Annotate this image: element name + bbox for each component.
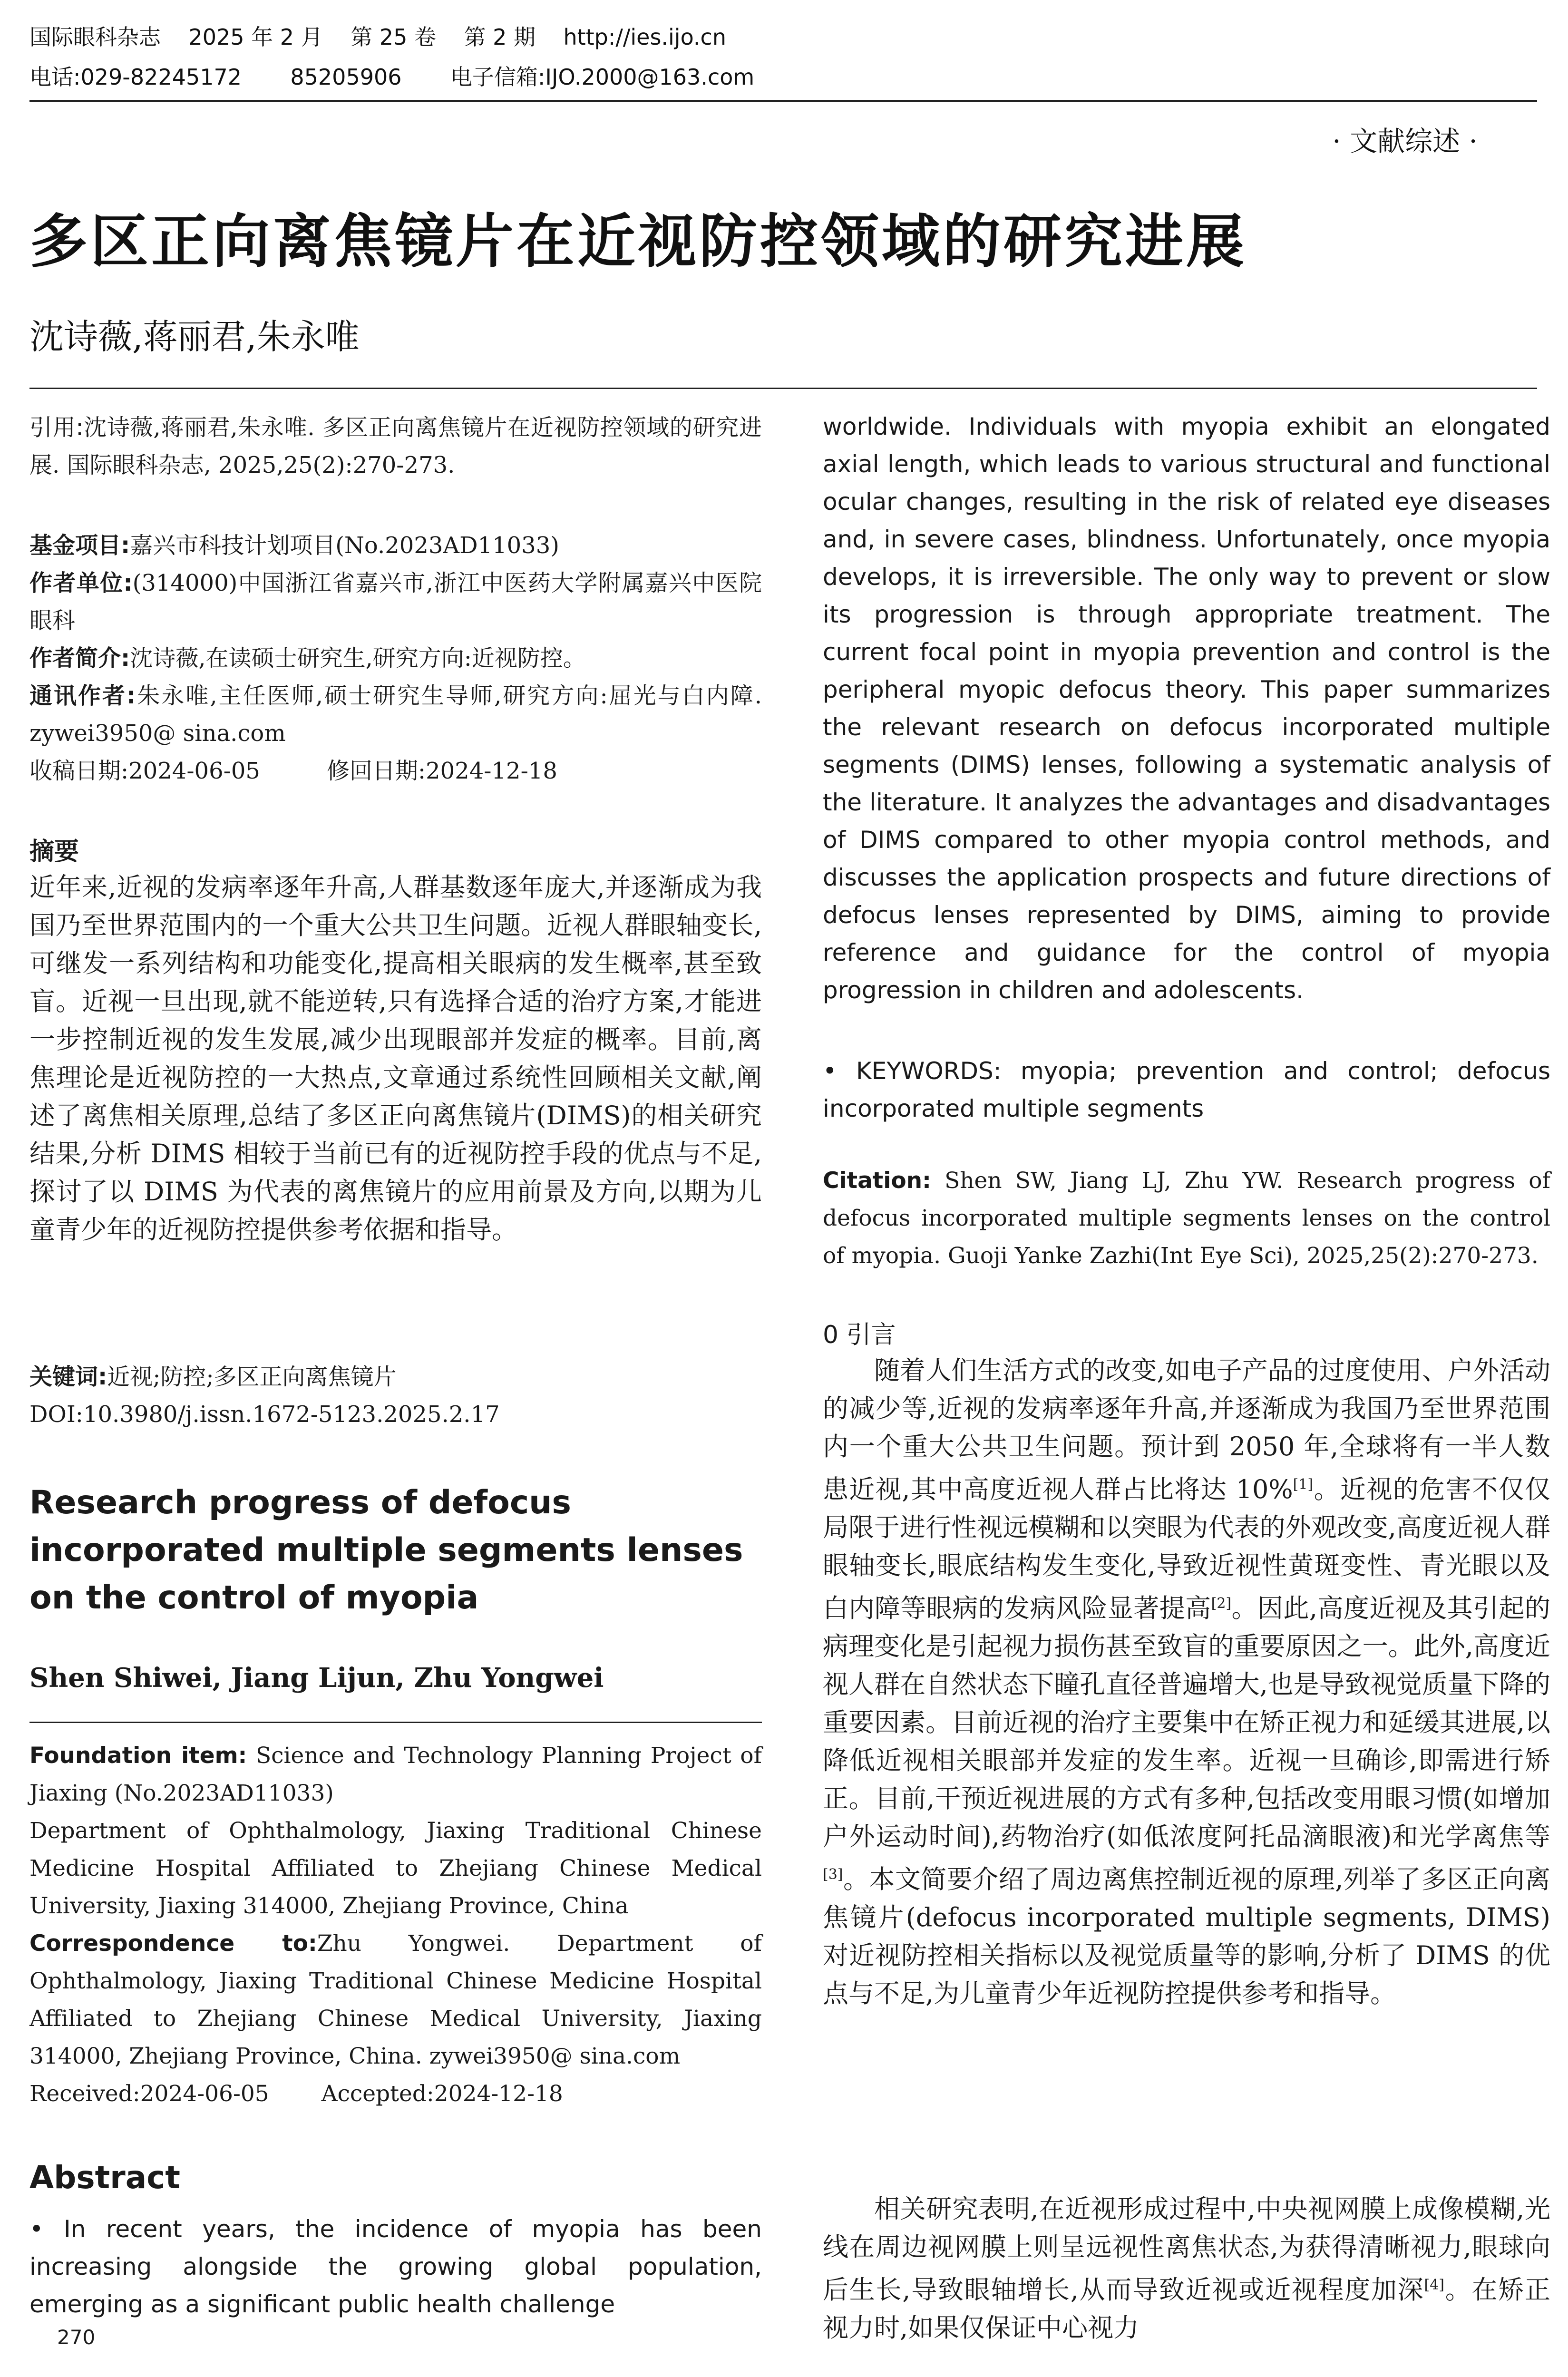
- article-authors: 沈诗薇,蒋丽君,朱永唯: [29, 317, 360, 357]
- intro-p2-a: 相关研究表明,在近视形成过程中,中央视网膜上成像模糊,光线在周边视网膜上则呈远视性离焦状态,为获得清晰视力,眼球向后生长,导致眼轴增长,从而导致近视或近视程度加深: [823, 2194, 1550, 2305]
- section-tag: · 文献综述 ·: [1332, 125, 1478, 157]
- journal-header-line2: 电话:029-82245172 85205906 电子信箱:IJO.2000@163.com: [29, 64, 755, 90]
- dates-en: [29, 2075, 762, 2113]
- keywords-cn-label: 关键词:: [29, 1364, 107, 1390]
- intro-p1-b: 。近视的危害不仅仅局限于进行性视远模糊和以突眼为代表的外观改变,高度近视人群眼轴变长,眼底结构发生变化,导致近视性黄斑变性、青光眼以及白内障等眼病的发病风险显著提高: [823, 1474, 1550, 1623]
- citation-label: 引用:: [29, 414, 84, 441]
- header-rule: [29, 100, 1537, 102]
- intro-p2-b: 。在矫正视力时,如果仅保证中心视力: [823, 2275, 1551, 2343]
- fund-text: 嘉兴市科技计划项目(No.2023AD11033): [130, 532, 559, 559]
- english-title: Research progress of defocus incorporated multiple segments lenses on the control of myopia: [29, 1484, 743, 1617]
- intro-p1-a: 随着人们生活方式的改变,如电子产品的过度使用、户外活动的减少等,近视的发病率逐年升高,并逐渐成为我国乃至世界范围内一个重大公共卫生问题。预计到 2050 年,全球将有一半人数患近视,其中高度近视人群占比将达 10%: [823, 1355, 1550, 1504]
- citation-en: [823, 1162, 1550, 1275]
- foundation-item: [29, 1737, 762, 1812]
- correspondence-text: Zhu Yongwei. Department of Ophthalmology, Jiaxing Traditional Chinese Medicine Hospital Affiliated to Zhejiang Chinese Medical University, Jiaxing 314000, Zhejiang Province, China. zywei3950@ sina.com: [29, 1930, 762, 2069]
- journal-header-line1: 国际眼科杂志 2025 年 2 月 第 25 卷 第 2 期 http://ies.ijo.cn: [29, 24, 726, 50]
- corresponding-author: [29, 677, 762, 752]
- corr-text: 朱永唯,主任医师,硕士研究生导师,研究方向:屈光与白内障. zywei3950@ sina.com: [29, 682, 762, 747]
- abstract-en-start: • In recent years, the incidence of myopia has been increasing alongside the growing global population, emerging as a significant public health challenge: [29, 2215, 762, 2318]
- ref-2[interactable]: [2]: [1211, 1595, 1232, 1612]
- foundation-text: Science and Technology Planning Project of Jiaxing (No.2023AD11033): [29, 1743, 762, 1806]
- ref-1[interactable]: [1]: [1293, 1476, 1314, 1493]
- intro-heading: 0 引言: [823, 1321, 896, 1349]
- author-bio: [29, 640, 762, 677]
- received-cn: 收稿日期:2024-06-05: [29, 758, 260, 784]
- unit-label: 作者单位:: [29, 570, 133, 596]
- bio-text: 沈诗薇,在读硕士研究生,研究方向:近视防控。: [130, 645, 586, 672]
- doi: DOI:10.3980/j.issn.1672-5123.2025.2.17: [29, 1401, 500, 1428]
- keywords-cn-text: 近视;防控;多区正向离焦镜片: [107, 1364, 397, 1390]
- ref-3[interactable]: [3]: [823, 1866, 843, 1883]
- ref-4[interactable]: [4]: [1424, 2277, 1444, 2293]
- keywords-en: • KEYWORDS: myopia; prevention and control; defocus incorporated multiple segments: [823, 1057, 1550, 1122]
- citation-en-text: Shen SW, Jiang LJ, Zhu YW. Research progress of defocus incorporated multiple segments lenses on the control of myopia. Guoji Yanke Zazhi(Int Eye Sci), 2025,25(2):270-273.: [823, 1168, 1550, 1269]
- keywords-cn: [29, 1358, 762, 1396]
- citation-text: 沈诗薇,蒋丽君,朱永唯. 多区正向离焦镜片在近视防控领域的研究进展. 国际眼科杂志, 2025,25(2):270-273.: [29, 414, 762, 478]
- correspondence-en: [29, 1925, 762, 2075]
- author-unit: [29, 565, 762, 640]
- fund-info: [29, 527, 762, 565]
- intro-p1-c: 。因此,高度近视及其引起的病理变化是引起视力损伤甚至致盲的重要原因之一。此外,高度近视人群在自然状态下瞳孔直径普遍增大,也是导致视觉质量下降的重要因素。目前近视的治疗主要集中在矫正视力和延缓其进展,以降低近视相关眼部并发症的发生率。近视一旦确诊,即需进行矫正。目前,干预近视进展的方式有多种,包括改变用眼习惯(如增加户外运动时间),药物治疗(如低浓度阿托品滴眼液)和光学离焦等: [823, 1593, 1550, 1851]
- citation-en-label: Citation:: [823, 1168, 931, 1194]
- intro-p1-d: 。本文简要介绍了周边离焦控制近视的原理,列举了多区正向离焦镜片(defocus incorporated multiple segments, DIMS)对近视防控相关指标以及视觉质量等的影响,分析了 DIMS 的优点与不足,为儿童青少年近视防控提供参考和指导。: [823, 1864, 1550, 2008]
- abstract-cn-heading: 摘要: [29, 838, 79, 866]
- citation-cn: [29, 409, 762, 484]
- fund-label: 基金项目:: [29, 532, 130, 559]
- abstract-cn-text: 近年来,近视的发病率逐年升高,人群基数逐年庞大,并逐渐成为我国乃至世界范围内的一个重大公共卫生问题。近视人群眼轴变长,可继发一系列结构和功能变化,提高相关眼病的发生概率,甚至致盲。近视一旦出现,就不能逆转,只有选择合适的治疗方案,才能进一步控制近视的发生发展,减少出现眼部并发症的概率。目前,离焦理论是近视防控的一大热点,文章通过系统性回顾相关文献,阐述了离焦相关原理,总结了多区正向离焦镜片(DIMS)的相关研究结果,分析 DIMS 相较于当前已有的近视防控手段的优点与不足,探讨了以 DIMS 为代表的离焦镜片的应用前景及方向,以期为儿童青少年的近视防控提供参考依据和指导。: [29, 872, 762, 1245]
- page-number: 270: [57, 2326, 96, 2349]
- received-en: Received:2024-06-05: [29, 2081, 269, 2107]
- english-meta-rule: [29, 1722, 762, 1723]
- dates-cn: [29, 752, 762, 790]
- intro-paragraph-2: [823, 2190, 1550, 2347]
- corr-label: 通讯作者:: [29, 682, 136, 709]
- department-en: Department of Ophthalmology, Jiaxing Traditional Chinese Medicine Hospital Affiliated to Zhejiang Chinese Medical University, Jiaxing 314000, Zhejiang Province, China: [29, 1818, 762, 1919]
- article-title: 多区正向离焦镜片在近视防控领域的研究进展: [29, 208, 1247, 275]
- abstract-en-continued: worldwide. Individuals with myopia exhibit an elongated axial length, which leads to various structural and functional ocular changes, resulting in the risk of related eye diseases and, in severe cases, blindness. Unfortunately, once myopia develops, it is irreversible. The only way to prevent or slow its progression is through appropriate treatment. The current focal point in myopia prevention and control is the peripheral myopic defocus theory. This paper summarizes the relevant research on defocus incorporated multiple segments (DIMS) lenses, following a systematic analysis of the literature. It analyzes the advantages and disadvantages of DIMS compared to other myopia control methods, and discusses the application prospects and future directions of defocus lenses represented by DIMS, aiming to provide reference and guidance for the control of myopia progression in children and adolescents.: [823, 413, 1550, 1004]
- abstract-en-heading: Abstract: [29, 2159, 180, 2196]
- foundation-label: Foundation item:: [29, 1743, 247, 1769]
- bio-label: 作者简介:: [29, 645, 130, 672]
- accepted-en: Accepted:2024-12-18: [321, 2081, 563, 2107]
- intro-paragraph-1: [823, 1352, 1550, 2013]
- unit-text: (314000)中国浙江省嘉兴市,浙江中医药大学附属嘉兴中医院眼科: [29, 570, 762, 634]
- english-authors: Shen Shiwei, Jiang Lijun, Zhu Yongwei: [29, 1662, 604, 1694]
- title-rule: [29, 388, 1537, 389]
- revised-cn: 修回日期:2024-12-18: [326, 758, 557, 784]
- correspondence-label: Correspondence to:: [29, 1930, 317, 1957]
